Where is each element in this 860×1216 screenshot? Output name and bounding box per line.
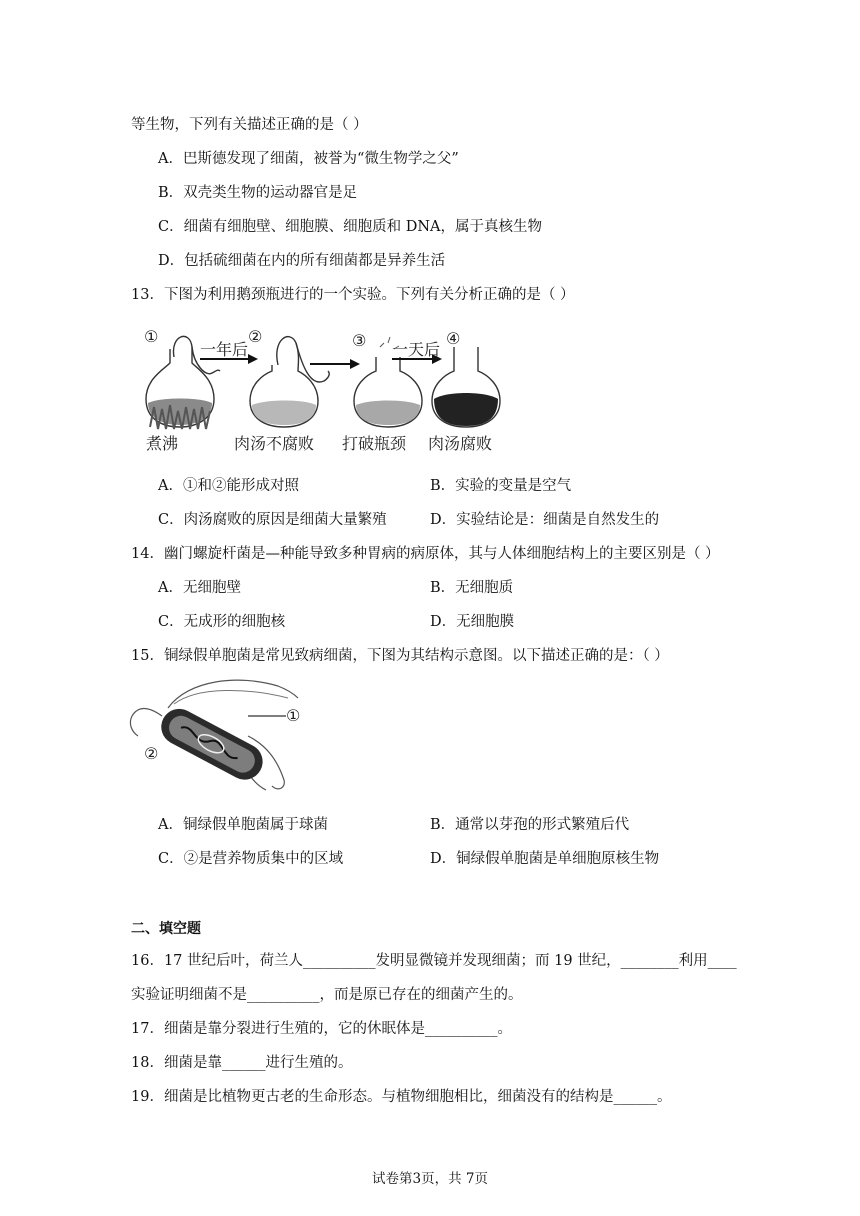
q14-option-d: D．无细胞膜: [430, 614, 515, 630]
q12-option-d: D．包括硫细菌在内的所有细菌都是异养生活: [158, 253, 446, 269]
q12-option-a: A．巴斯德发现了细菌，被誉为“微生物学之父”: [158, 151, 459, 167]
q13-stem: 13．下图为利用鹅颈瓶进行的一个实验。下列有关分析正确的是（ ）: [131, 287, 575, 303]
q15-option-d: D．铜绿假单胞菌是单细胞原核生物: [430, 851, 660, 867]
page-footer: 试卷第3页，共 7页: [372, 1171, 488, 1187]
q15-option-b: B．通常以芽孢的形式繁殖后代: [430, 817, 630, 833]
section-title: 二、填空题: [131, 921, 201, 937]
q14-option-a: A．无细胞壁: [158, 580, 241, 596]
q16-line-1: 16．17 世纪后叶，荷兰人__________发明显微镜并发现细菌；而 19 世纪，________利用____: [131, 953, 737, 969]
arrow-label-day: 一天后: [392, 340, 441, 359]
figure-marker-2: ②: [248, 327, 263, 346]
caption-boiling: 煮沸: [146, 434, 179, 453]
q13-option-a: A．①和②能形成对照: [158, 478, 299, 494]
figure-marker-nucleoid: ②: [144, 744, 159, 763]
q13-option-c: C．肉汤腐败的原因是细菌大量繁殖: [158, 512, 387, 528]
q17: 17．细菌是靠分裂进行生殖的，它的休眠体是__________。: [131, 1021, 512, 1037]
q13-option-d: D．实验结论是：细菌是自然发生的: [430, 512, 660, 528]
q12-option-c: C．细菌有细胞壁、细胞膜、细胞质和 DNA，属于真核生物: [158, 219, 542, 235]
figure-marker-1: ①: [144, 327, 159, 346]
caption-not-spoiled: 肉汤不腐败: [234, 434, 315, 453]
caption-break-neck: 打破瓶颈: [342, 434, 407, 453]
figure-marker-3: ③: [352, 331, 367, 350]
q19: 19．细菌是比植物更古老的生命形态。与植物细胞相比，细菌没有的结构是______。: [131, 1089, 672, 1105]
arrow-head-2: [350, 359, 360, 369]
figure-marker-4: ④: [446, 329, 461, 348]
q14-stem: 14．幽门螺旋杆菌是—种能导致多种胃病的病原体，其与人体细胞结构上的主要区别是（ ）: [131, 546, 720, 562]
q15-option-c: C．②是营养物质集中的区域: [158, 851, 344, 867]
arrow-label-year: 一年后: [200, 340, 249, 359]
q16-line-2: 实验证明细菌不是__________，而是原已存在的细菌产生的。: [131, 987, 523, 1003]
arrow-head-1: [248, 354, 258, 364]
q13-option-b: B．实验的变量是空气: [430, 478, 572, 494]
caption-spoiled: 肉汤腐败: [428, 434, 493, 453]
q14-option-b: B．无细胞质: [430, 580, 514, 596]
bacterium-diagram: [128, 676, 318, 796]
q14-option-c: C．无成形的细胞核: [158, 614, 286, 630]
swan-neck-flask-figure: [140, 325, 510, 460]
flask-year-later: [250, 337, 329, 427]
flask-spoiled: [432, 347, 500, 427]
q12-stem: 等生物，下列有关描述正确的是（ ）: [131, 117, 368, 133]
q15-stem: 15．铜绿假单胞菌是常见致病细菌，下图为其结构示意图。以下描述正确的是：（ ）: [131, 648, 669, 664]
q15-option-a: A．铜绿假单胞菌属于球菌: [158, 817, 328, 833]
q18: 18．细菌是靠______进行生殖的。: [131, 1055, 353, 1071]
bacterium-figure: [128, 676, 318, 796]
q12-option-b: B．双壳类生物的运动器官是足: [158, 185, 358, 201]
figure-marker-flagellum: ①: [286, 706, 301, 725]
